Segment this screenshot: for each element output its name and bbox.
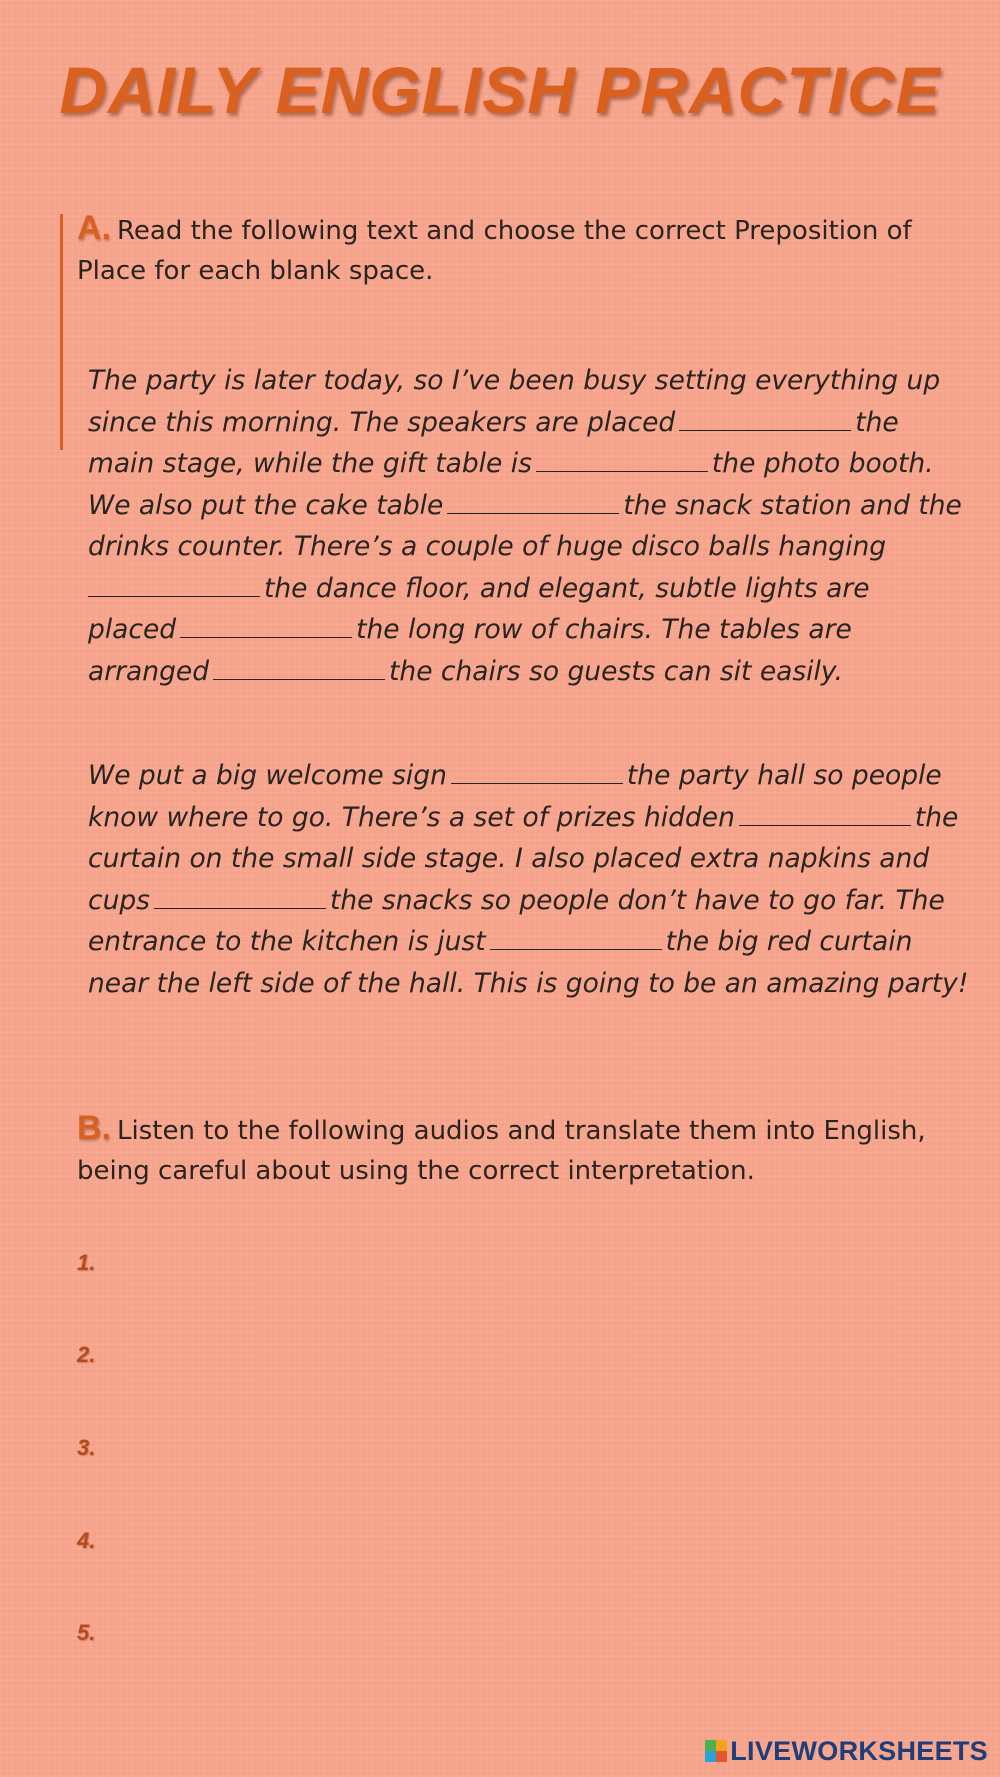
passage-text: the party hall so people [626,760,942,791]
answer-blank[interactable] [490,921,662,950]
passage-text: know where to go. There’s a set of prizes hidden [88,801,735,833]
section-b-instruction-line1: Listen to the following audios and translate them into English, [117,1116,926,1146]
passage-text: the snacks so people don’t have to go far. The [330,884,945,916]
passage-text: curtain on the small side stage. I also placed extra napkins and [88,843,930,874]
section-b-instruction [77,1108,957,1191]
answer-blank[interactable] [447,485,619,514]
liveworksheets-logo [705,1735,988,1767]
translation-item-2: 2. [77,1342,96,1367]
passage-text: main stage, while the gift table is [88,448,532,479]
section-a-instruction-line1: Read the following text and choose the correct Preposition of [117,216,912,246]
answer-blank[interactable] [180,609,352,638]
section-b-letter: B. [77,1109,111,1147]
passage-line [88,838,978,880]
passage-text: the long row of chairs. The tables are [356,614,852,645]
answer-blank[interactable] [88,568,260,597]
page-title: DAILY ENGLISH PRACTICE [59,53,941,127]
translation-item-5: 5. [77,1620,96,1645]
section-a-instruction-line2: Place for each blank space. [77,256,434,286]
passage-text: the snack station and the [623,489,962,521]
passage-text: the [855,406,899,438]
passage-text: We also put the cake table [88,489,444,521]
passage-text: drinks counter. There’s a couple of huge disco balls hanging [88,531,887,562]
answer-blank[interactable] [739,797,911,826]
passage-text: the big red curtain [665,926,913,957]
answer-blank[interactable] [213,651,385,680]
passage-text: the photo booth. [711,448,934,479]
passage-line [88,402,978,444]
passage-text: the dance floor, and elegant, subtle lights are [264,572,870,604]
passage-line [88,360,978,402]
section-a-letter: A. [77,209,111,247]
passage-text: entrance to the kitchen is just [88,926,486,957]
passage-paragraph-1 [88,360,978,692]
passage-line [88,485,978,527]
translation-item-1: 1. [77,1250,96,1275]
passage-text: near the left side of the hall. This is going to be an amazing party! [88,967,969,999]
passage-text: We put a big welcome sign [88,760,447,791]
passage-text: arranged [88,655,210,687]
passage-line [88,568,978,610]
answer-blank[interactable] [451,755,623,784]
passage-line [88,921,978,963]
passage-text: placed [88,614,177,645]
translation-item-3: 3. [77,1435,96,1460]
liveworksheets-logo-icon [705,1740,727,1762]
passage-text: the chairs so guests can sit easily. [389,655,843,687]
passage-text: cups [88,884,150,916]
passage-line [88,755,978,797]
answer-blank[interactable] [679,402,851,431]
translation-item-4: 4. [77,1528,96,1553]
passage-paragraph-2 [88,755,978,1004]
passage-line [88,609,978,651]
answer-blank[interactable] [536,443,708,472]
passage-line [88,526,978,568]
answer-blank[interactable] [154,880,326,909]
passage-line [88,880,978,922]
section-a-accent-bar [60,214,63,450]
passage-text: The party is later today, so I’ve been busy setting everything up [88,365,941,396]
passage-line [88,963,978,1005]
liveworksheets-logo-text: LIVEWORKSHEETS [730,1735,988,1766]
passage-text: the [914,801,959,833]
passage-text: since this morning. The speakers are placed [88,406,676,438]
passage-line [88,797,978,839]
section-a-instruction [77,208,957,291]
passage-line [88,443,978,485]
section-b-instruction-line2: being careful about using the correct interpretation. [77,1156,755,1186]
passage-line [88,651,978,693]
